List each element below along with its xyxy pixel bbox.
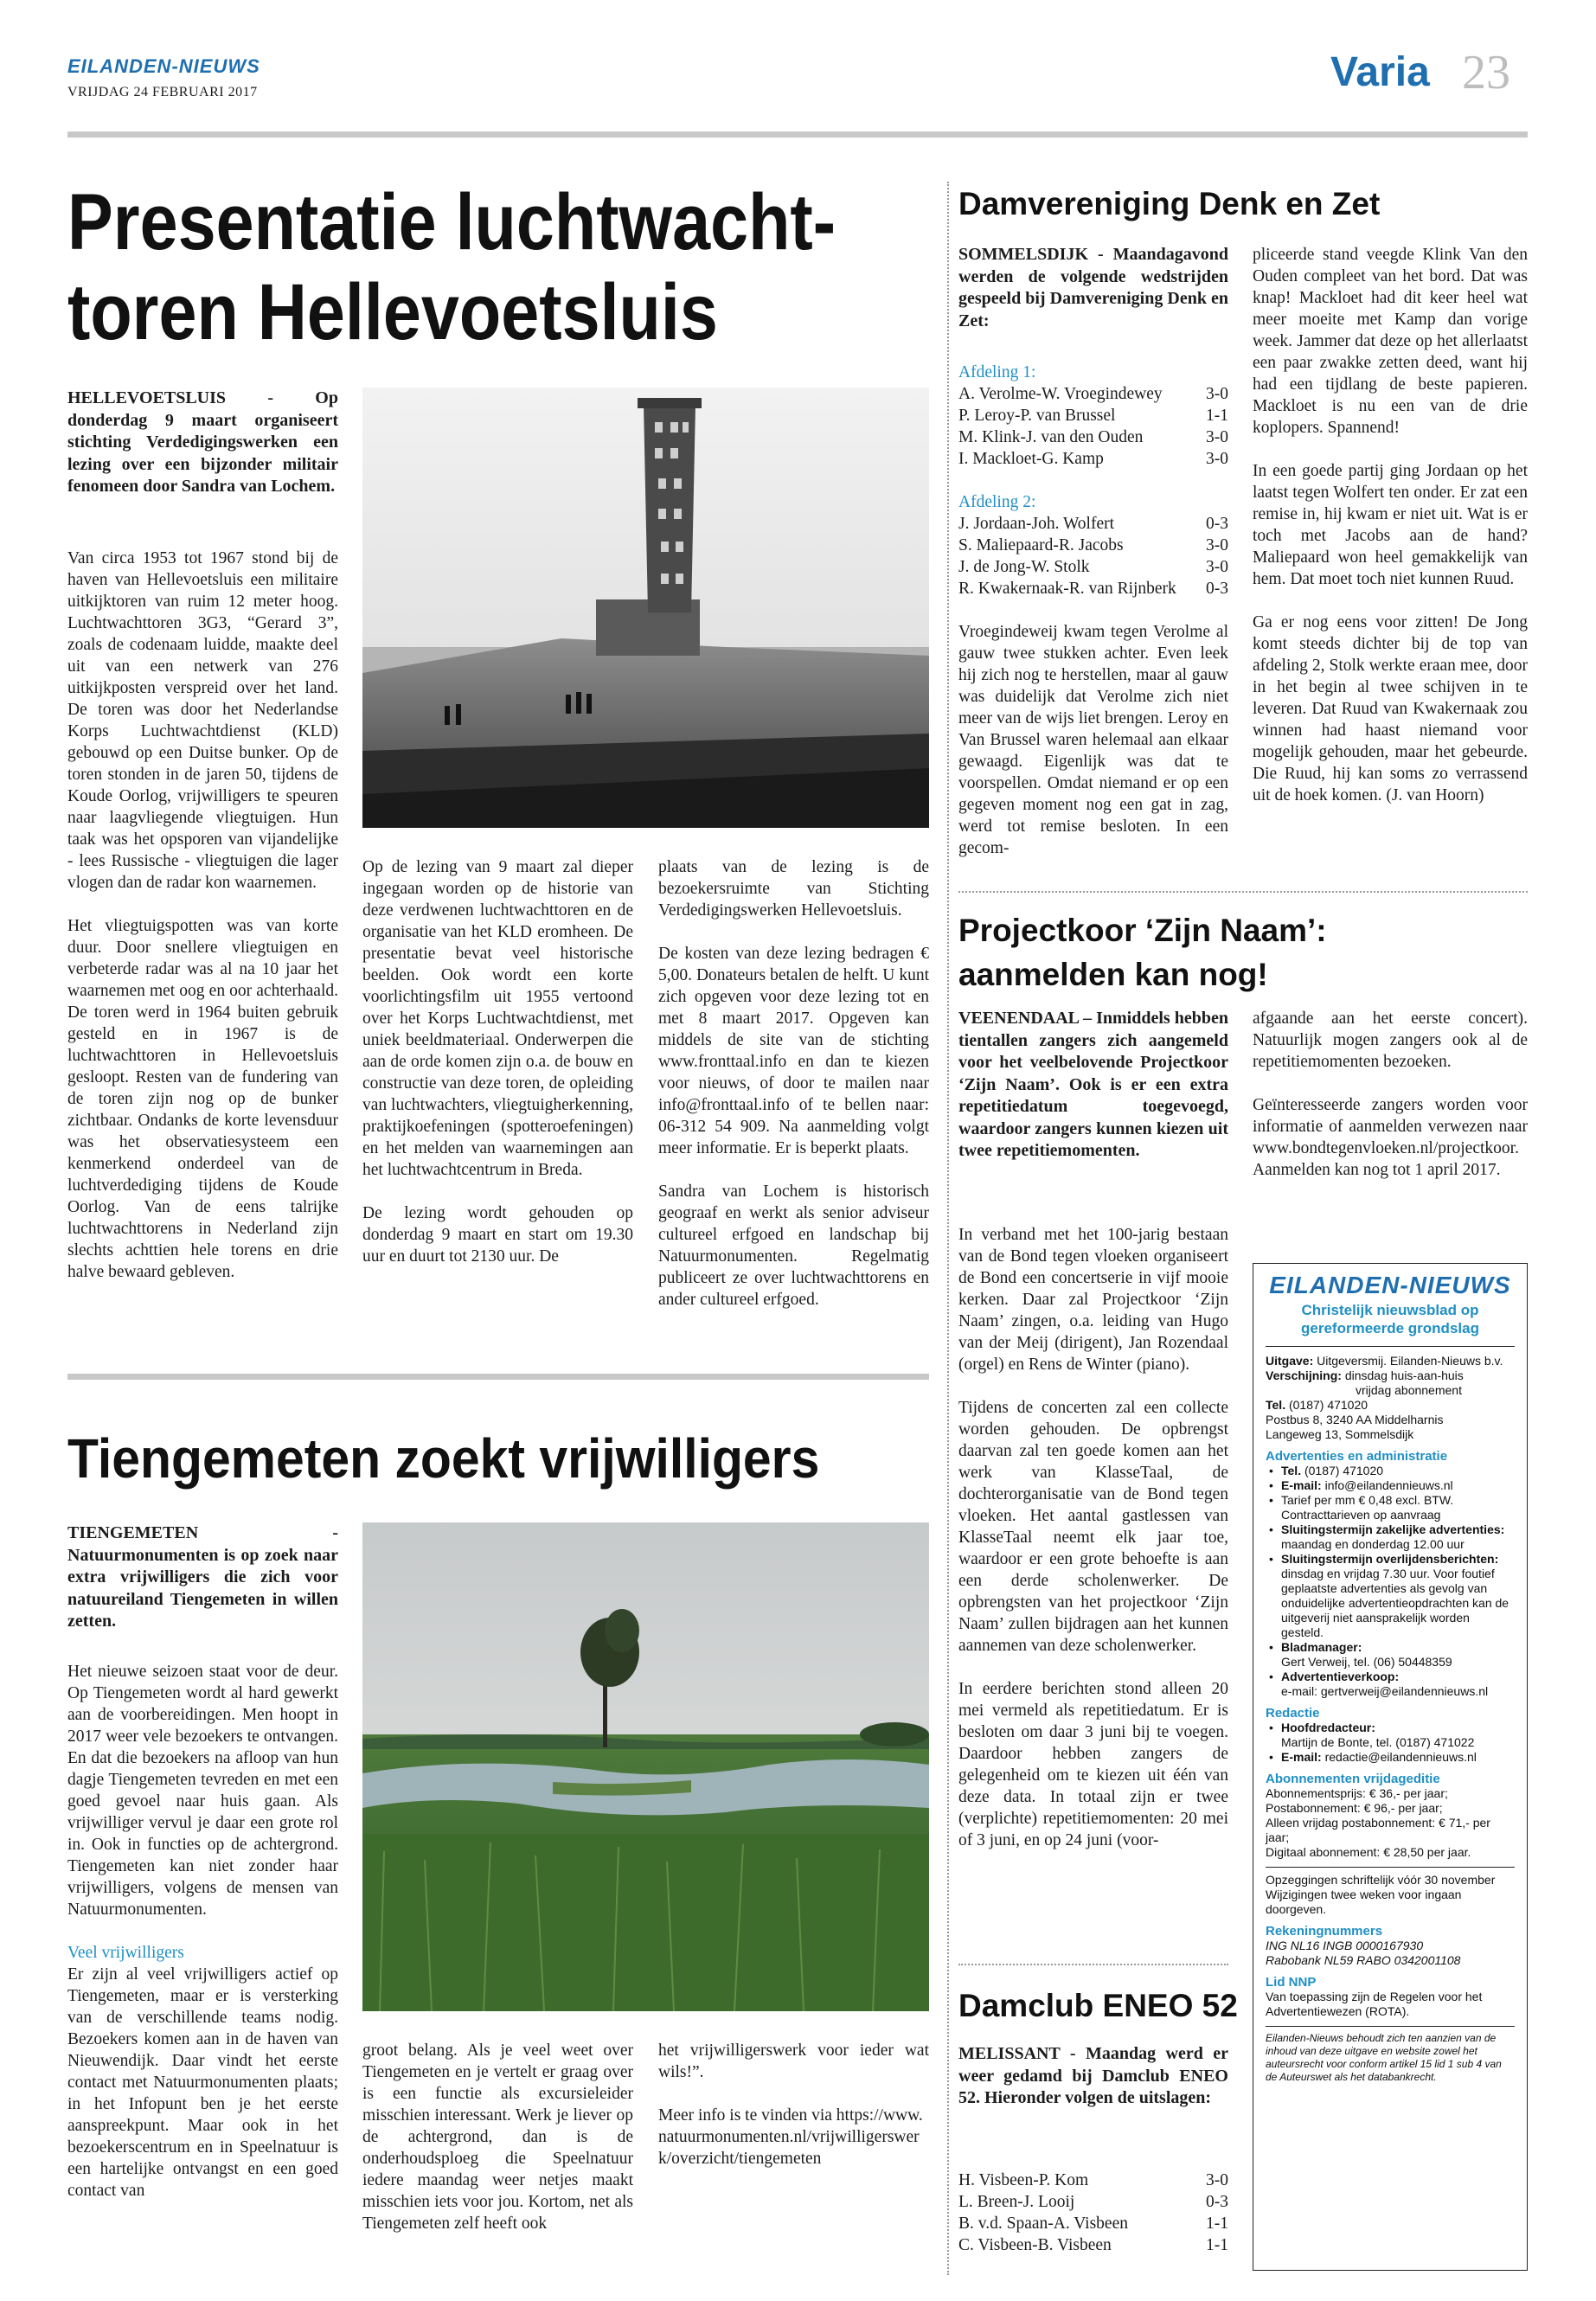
article-headline: Tiengemeten zoekt vrijwilligers (67, 1427, 820, 1490)
colofon-tagline: Christelijk nieuwsblad op gereformeerde grondslag (1301, 1302, 1479, 1336)
result-row: A. Verolme-W. Vroegindewey 3-0 (958, 385, 1228, 403)
paragraph: afgaande aan het eerste concert). Natuurlijk mogen zangers ook al de repetitiemomenten bezoeken. (1253, 1009, 1528, 1071)
column-rule (947, 182, 949, 2275)
headline-line-2: aanmelden kan nog! (958, 957, 1268, 992)
article-luchtwachttoren (67, 177, 933, 357)
dam1-results (958, 362, 1228, 599)
colofon-disclaimer: Eilanden-Nieuws behoudt zich ten aanzien van de inhoud van deze uitgave en website zowel het auteursrecht voor conform artikel 15 lid 1 sub 4 van de Auteurswet als het databankrecht. (1266, 2032, 1502, 2083)
dam2-headline: Damclub ENEO 52 (958, 1988, 1238, 2023)
paragraph: Geïnteresseerde zangers worden voor informatie of aanmelden verwezen naar www.bondtegenvloeken.nl/projectkoor. Aanmelden kan nog tot 1 april 2017. (1253, 1096, 1528, 1179)
paragraph: Van circa 1953 tot 1967 stond bij de haven van Hellevoetsluis een militaire uitkijktoren van ruim 12 meter hoog. Luchtwachttoren 3G3, “Gerard 3”, zoals de codenaam luidde, maakte deel uit van een netwerk van 276 uitkijkposten verspreid over het land. De toren was door het Nederlandse Korps Luchtwachtdienst (KLD) gebouwd op een Duitse bunker. Op de toren stonden in de jaren 50, tijdens de Koude Oorlog, vrijwilligers te speuren naar laagvliegende vliegtuigen. Hun taak was het opsporen van vijandelijke - lees Russische - vliegtuigen die lager vlogen dan de radar kon waarnemen. (67, 549, 338, 892)
section-name: Varia (1330, 49, 1430, 95)
result-row: S. Maliepaard-R. Jacobs 3-0 (958, 536, 1228, 554)
article-subhead: Veel vrijwilligers (67, 1944, 184, 1962)
paragraph: Vroegindeweij kwam tegen Verolme al gauw twee stukken achter. Even leek hij zich nog te herstellen, maar al gauw was duidelijk dat Verolme zich niet meer van de wijs liet brengen. Leroy en Van Brussel waren helemaal aan elkaar gewaagd. Eigenlijk was dat te voorspellen. Omdat niemand er op een gegeven moment nog een gat in zag, werd tot remise besloten. In een gecom- (958, 623, 1228, 857)
afdeling-2-title: Afdeling 2: (958, 493, 1036, 511)
paragraph: De lezing wordt gehouden op donderdag 9 maart en start om 19.30 uur en duurt tot 2130 uur. De (362, 1204, 633, 1266)
dam1-headline: Damvereniging Denk en Zet (958, 186, 1381, 221)
article-divider (67, 1374, 929, 1380)
tower-photo (362, 388, 929, 828)
paragraph: Tijdens de concerten zal een collecte worden gehouden. De opbrengst daarvan zal ten goede komen aan het werk van KlasseTaal, de dochterorganisatie van de Bond tegen vloeken. Het aantal gastlessen van KlasseTaal neemt elk jaar toe, waardoor er een grote behoefte is aan een derde scholenwerker. De opbrengsten van het projectkoor ‘Zijn Naam’ zullen bijdragen aan het kunnen aannemen van deze scholenwerker. (958, 1399, 1228, 1655)
masthead-brand-logo: EILANDEN-NIEUWS (67, 55, 260, 77)
dam1-lead: SOMMELSDIJK - Maandagavond werden de volgende wedstrijden gespeeld bij Damvereniging Denk en Zet: (958, 245, 1228, 330)
headline-line-1: Projectkoor ‘Zijn Naam’: (958, 913, 1327, 948)
paragraph: groot belang. Als je veel weet over Tiengemeten en je vertelt er graag over is een functie als excursieleider misschien interessant. Werk je liever op de achtergrond, dan is de onderhoudsploeg die Speelnatuur iedere maandag weer netjes maakt misschien iets voor jou. Kortom, net als Tiengemeten zelf heeft ook (362, 2041, 633, 2233)
paragraph: het vrijwilligerswerk voor ieder wat wils!”. (658, 2041, 929, 2081)
headline-line-2: toren Hellevoetsluis (67, 268, 718, 356)
paragraph: Er zijn al veel vrijwilligers actief op Tiengemeten, maar er is versterking van de verschillende teams nodig. Bezoekers komen aan in de haven van Nieuwendijk. Daar vindt het eerste contact met Natuurmonumenten plaats; in het Infopunt ben je het eerste aanspreekpunt. Maar ook in het bezoekerscentrum en in Speelnatuur is een hartelijke ontvangst en een goed contact van (67, 1965, 338, 2200)
paragraph: Meer info is te vinden via https://www.natuurmonumenten.nl/vrijwilligerswerk/overzicht/tiengemeten (658, 2106, 923, 2168)
colofon-section-title: Abonnementen vrijdageditie (1266, 1772, 1440, 1786)
article-body-col3 (658, 2040, 929, 2170)
colofon-section-title: Advertenties en administratie (1266, 1449, 1448, 1464)
article-tiengemeten (67, 1427, 933, 1490)
result-row: J. Jordaan-Joh. Wolfert 0-3 (958, 515, 1228, 533)
article-body-col2 (362, 856, 633, 1267)
article-headline (67, 177, 836, 357)
koor-headline (958, 908, 1528, 997)
paragraph: Op de lezing van 9 maart zal dieper ingegaan worden op de historie van deze verdwenen luchtwachttoren en de organisatie van het KLD eromheen. De presentatie bevat veel historische beelden. Ook wordt een korte voorlichtingsfilm uit 1955 vertoond over het Korps Luchtwachtdienst, met uniek beeldmateriaal. Onderwerpen die aan de orde komen zijn o.a. de bouw en constructie van deze toren, de opleiding van luchtwachters, vliegtuigherkenning, praktijkoefeningen (spotteroefeningen) en het melden van waarnemingen aan het luchtwachtcentrum in Breda. (362, 858, 633, 1179)
headline-line-1: Presentatie luchtwacht- (67, 178, 836, 266)
colofon-section-title: Redactie (1266, 1706, 1320, 1721)
article-body-col1 (67, 1661, 338, 2202)
colofon-section-title: Lid NNP (1266, 1975, 1317, 1990)
afdeling-1-title: Afdeling 1: (958, 363, 1036, 381)
landscape-photo (362, 1522, 929, 2011)
paragraph: Het nieuwe seizoen staat voor de deur. Op Tiengemeten wordt al hard gewerkt aan de voorbereidingen. Men hoopt in 2017 weer vele bezoekers te ontvangen. En dat die bezoekers na afloop van hun dagje Tiengemeten tevreden en met een goed gevoel naar huis gaan. Als vrijwilliger vervul je daar een grote rol in. Ook in functies op de achtergrond. Tiengemeten kan niet zonder haar vrijwilligers, volgens de mensen van Natuurmonumenten. (67, 1663, 338, 1919)
page-number: 23 (1462, 46, 1510, 99)
koor-body-col2 (1253, 1008, 1528, 1181)
result-row: L. Breen-J. Looij 0-3 (958, 2193, 1228, 2211)
colofon-brand-logo: EILANDEN-NIEUWS (1269, 1272, 1511, 1298)
article-body-col2 (362, 2040, 633, 2234)
result-row: R. Kwakernaak-R. van Rijnberk 0-3 (958, 580, 1228, 598)
result-row: J. de Jong-W. Stolk 3-0 (958, 558, 1228, 576)
koor-body-col1 (958, 1224, 1228, 1851)
result-row: M. Klink-J. van den Ouden 3-0 (958, 428, 1228, 446)
dam2-lead: MELISSANT - Maandag werd er weer gedamd bij Damclub ENEO 52. Hieronder volgen de uitslagen: (958, 2044, 1228, 2107)
paragraph: Ga er nog eens voor zitten! De Jong komt steeds dichter bij de top van afdeling 2, Stolk werkte eraan mee, door in het begin al twee schijven in te leveren. Dat Ruud van Kwakernaak zou winnen had haast niemand voor mogelijk gehouden, maar het gebeurde. Die Ruud, hij kan soms zo verrassend uit de hoek komen. (J. van Hoorn) (1253, 613, 1528, 804)
paragraph: Sandra van Lochem is historisch geograaf en werkt als senior adviseur cultureel erfgoed en landschap bij Natuurmonumenten. Regelmatig publiceert ze over luchtwachttorens en ander cultureel erfgoed. (658, 1183, 929, 1309)
masthead-rule (67, 131, 1528, 138)
dam1-body-col1 (958, 621, 1228, 859)
colofon-adv-list: • Tel. (0187) 471020 • E-mail: info@eilandennieuws.nl • Tarief per mm € 0,48 excl. BTW. Contracttarieven op aanvraag • Sluitingstermijn zakelijke advertenties: maandag en donderdag 12.00 uur • Sluitingstermijn overlijdensberichten: dinsdag en vrijdag 7.30 uur. Voor foutief geplaatste advertenties als gevolg van onduidelijke advertentieopdrachten kan de uitgeverij niet aansprakelijk worden gesteld. • Bladmanager: Gert Verweij, tel. (06) 50448359 • Advertentieverkoop: e-mail: gertverweij@eilandennieuws.nl (1266, 1464, 1515, 1699)
article-body-col3 (658, 856, 929, 1311)
section-divider (958, 1964, 1228, 1965)
paragraph: In eerdere berichten stond alleen 20 mei vermeld als repetitiedatum. Er is besloten om daar 3 juni bij te voegen. Daardoor hebben zangers de gelegenheid om te kiezen uit één van deze data. In totaal zijn er twee (verplichte) repetitiemomenten: 20 mei of 3 juni, en op 24 juni (voor- (958, 1680, 1228, 1849)
masthead-date: VRIJDAG 24 FEBRUARI 2017 (67, 85, 258, 99)
section-divider (958, 891, 1528, 893)
paragraph: In verband met het 100-jarig bestaan van de Bond tegen vloeken organiseert de Bond een concertserie in vijf mooie kerken. Daar zal Projectkoor ‘Zijn Naam’ zingen, o.a. leiding van Hugo van der Meij (dirigent), Jan Rozendaal (orgel) en Rens de Winter (piano). (958, 1226, 1228, 1374)
landscape-photo-image (362, 1522, 929, 2011)
result-row: I. Mackloet-G. Kamp 3-0 (958, 450, 1228, 468)
dam2-results (958, 2170, 1228, 2256)
paragraph: plaats van de lezing is de bezoekersruimte van Stichting Verdedigingswerken Hellevoetsluis. (658, 858, 929, 920)
result-row: C. Visbeen-B. Visbeen 1-1 (958, 2236, 1228, 2254)
koor-lead: VEENENDAAL – Inmiddels hebben tientallen zangers zich aangemeld voor het veelbelovende Projectkoor ‘Zijn Naam’. Ook is er een extra repetitiedatum toegevoegd, waardoor zangers kunnen kiezen uit twee repetitiemomenten. (958, 1009, 1228, 1160)
article-body-col1 (67, 548, 338, 1283)
result-row: H. Visbeen-P. Kom 3-0 (958, 2171, 1228, 2189)
article-lead: HELLEVOETSLUIS - Op donderdag 9 maart organiseert stichting Verdedigingswerken een lezing over een bijzonder militair fenomeen door Sandra van Lochem. (67, 388, 338, 496)
result-row: P. Leroy-P. van Brussel 1-1 (958, 407, 1228, 425)
colofon-section-title: Rekeningnummers (1266, 1924, 1383, 1939)
paragraph: pliceerde stand veegde Klink Van den Ouden compleet van het bord. Dat was knap! Mackloet had dit keer heel wat meer moeite met Kamp dan vorige week. Jammer dat deze op het allerlaatst een paar zwakke zetten deed, want hij had een tijdlang de beste papieren. Mackloet is nu een van de drie koplopers. Spannend! (1253, 246, 1528, 437)
tower-photo-image (362, 388, 929, 828)
colofon-box: EILANDEN-NIEUWS Christelijk nieuwsblad op gereformeerde grondslag Uitgave: Uitgeversmij. Eilanden-Nieuws b.v. Verschijning: dinsdag huis-aan-huis vrijdag abonnement Tel. (0187) 471020 Postbus 8, 3240 AA Middelharnis Langeweg 13, Sommelsdijk Advertenties en administratie • Tel. (0187) 471020 • E-mail: info@eilandennieuws.nl • Tarief per mm € 0,48 excl. BTW. Contracttarieven op aanvraag • Sluitingstermijn zakelijke advertenties: maandag en donderdag 12.00 uur • Sluitingstermijn overlijdensberichten: dinsdag en vrijdag 7.30 uur. Voor foutief geplaatste advertenties als gevolg van onduidelijke advertentieopdrachten kan de uitgeverij niet aansprakelijk worden gesteld. • Bladmanager: Gert Verweij, tel. (06) 50448359 • Advertentieverkoop: e-mail: gertverweij@eilandennieuws.nl Redactie • Hoofdredacteur: Martijn de Bonte, tel. (0187) 471022 • E-mail: redactie@eilandennieuws.nl Abonnementen vrijdageditie Abonnementsprijs: € 36,- per jaar; Postabonnement: € 96,- per jaar; Alleen vrijdag postabonnement: € 71,- per jaar; Digitaal abonnement: € 28,50 per jaar. Opzeggingen schriftelijk vóór 30 november Wijzigingen twee weken voor ingaan doorgeven. Rekeningnummers ING NL16 INGB 0000167930 Rabobank NL59 RABO 0342001108 Lid NNP Van toepassing zijn de Regelen voor het Advertentiewezen (ROTA). Eilanden-Nieuws behoudt zich ten aanzien van de inhoud van deze uitgave en website zowel het auteursrecht voor conform artikel 15 lid 1 sub 4 van de Auteurswet als het databankrecht. (1253, 1263, 1528, 2271)
result-row: B. v.d. Spaan-A. Visbeen 1-1 (958, 2214, 1228, 2233)
paragraph: Het vliegtuigspotten was van korte duur. Door snellere vliegtuigen en verbeterde radar was al na 10 jaar het waarnemen met oog en oor achterhaald. De toren werd in 1964 buiten gebruik gesteld en in 1967 is de luchtwachttoren in Hellevoetsluis gesloopt. Resten van de fundering van de toren zijn nog op de bunker zichtbaar. Ondanks de korte levensduur was het observatiesysteem een kenmerkend onderdeel van de luchtverdediging tijdens de Koude Oorlog. Van de eens talrijke luchtwachttorens in Nederland zijn slechts achttien hele torens en drie halve bewaard gebleven. (67, 917, 338, 1281)
paragraph: De kosten van deze lezing bedragen € 5,00. Donateurs betalen de helft. U kunt zich opgeven voor deze lezing tot en met 8 maart 2017. Opgeven kan middels de site van de stichting www.fronttaal.info en dan te kiezen voor nieuws, of door te mailen naar info@fronttaal.info of te bellen naar: 06-312 54 909. Na aanmelding volgt meer informatie. Er is beperkt plaats. (658, 945, 929, 1157)
colofon-redactie-list: • Hoofdredacteur: Martijn de Bonte, tel. (0187) 471022 • E-mail: redactie@eilandennieuws.nl (1266, 1721, 1515, 1765)
dam1-body-col2 (1253, 244, 1528, 806)
paragraph: In een goede partij ging Jordaan op het laatst tegen Wolfert ten onder. Er zat een remise in, hij kwam er niet uit. Wat is er toch met Jacobs aan de hand? Maliepaard won heel gemakkelijk van hem. Dat moet toch niet kunnen Ruud. (1253, 462, 1528, 588)
article-lead: TIENGEMETEN - Natuurmonumenten is op zoek naar extra vrijwilligers die zich voor natuureiland Tiengemeten in willen zetten. (67, 1523, 338, 1631)
